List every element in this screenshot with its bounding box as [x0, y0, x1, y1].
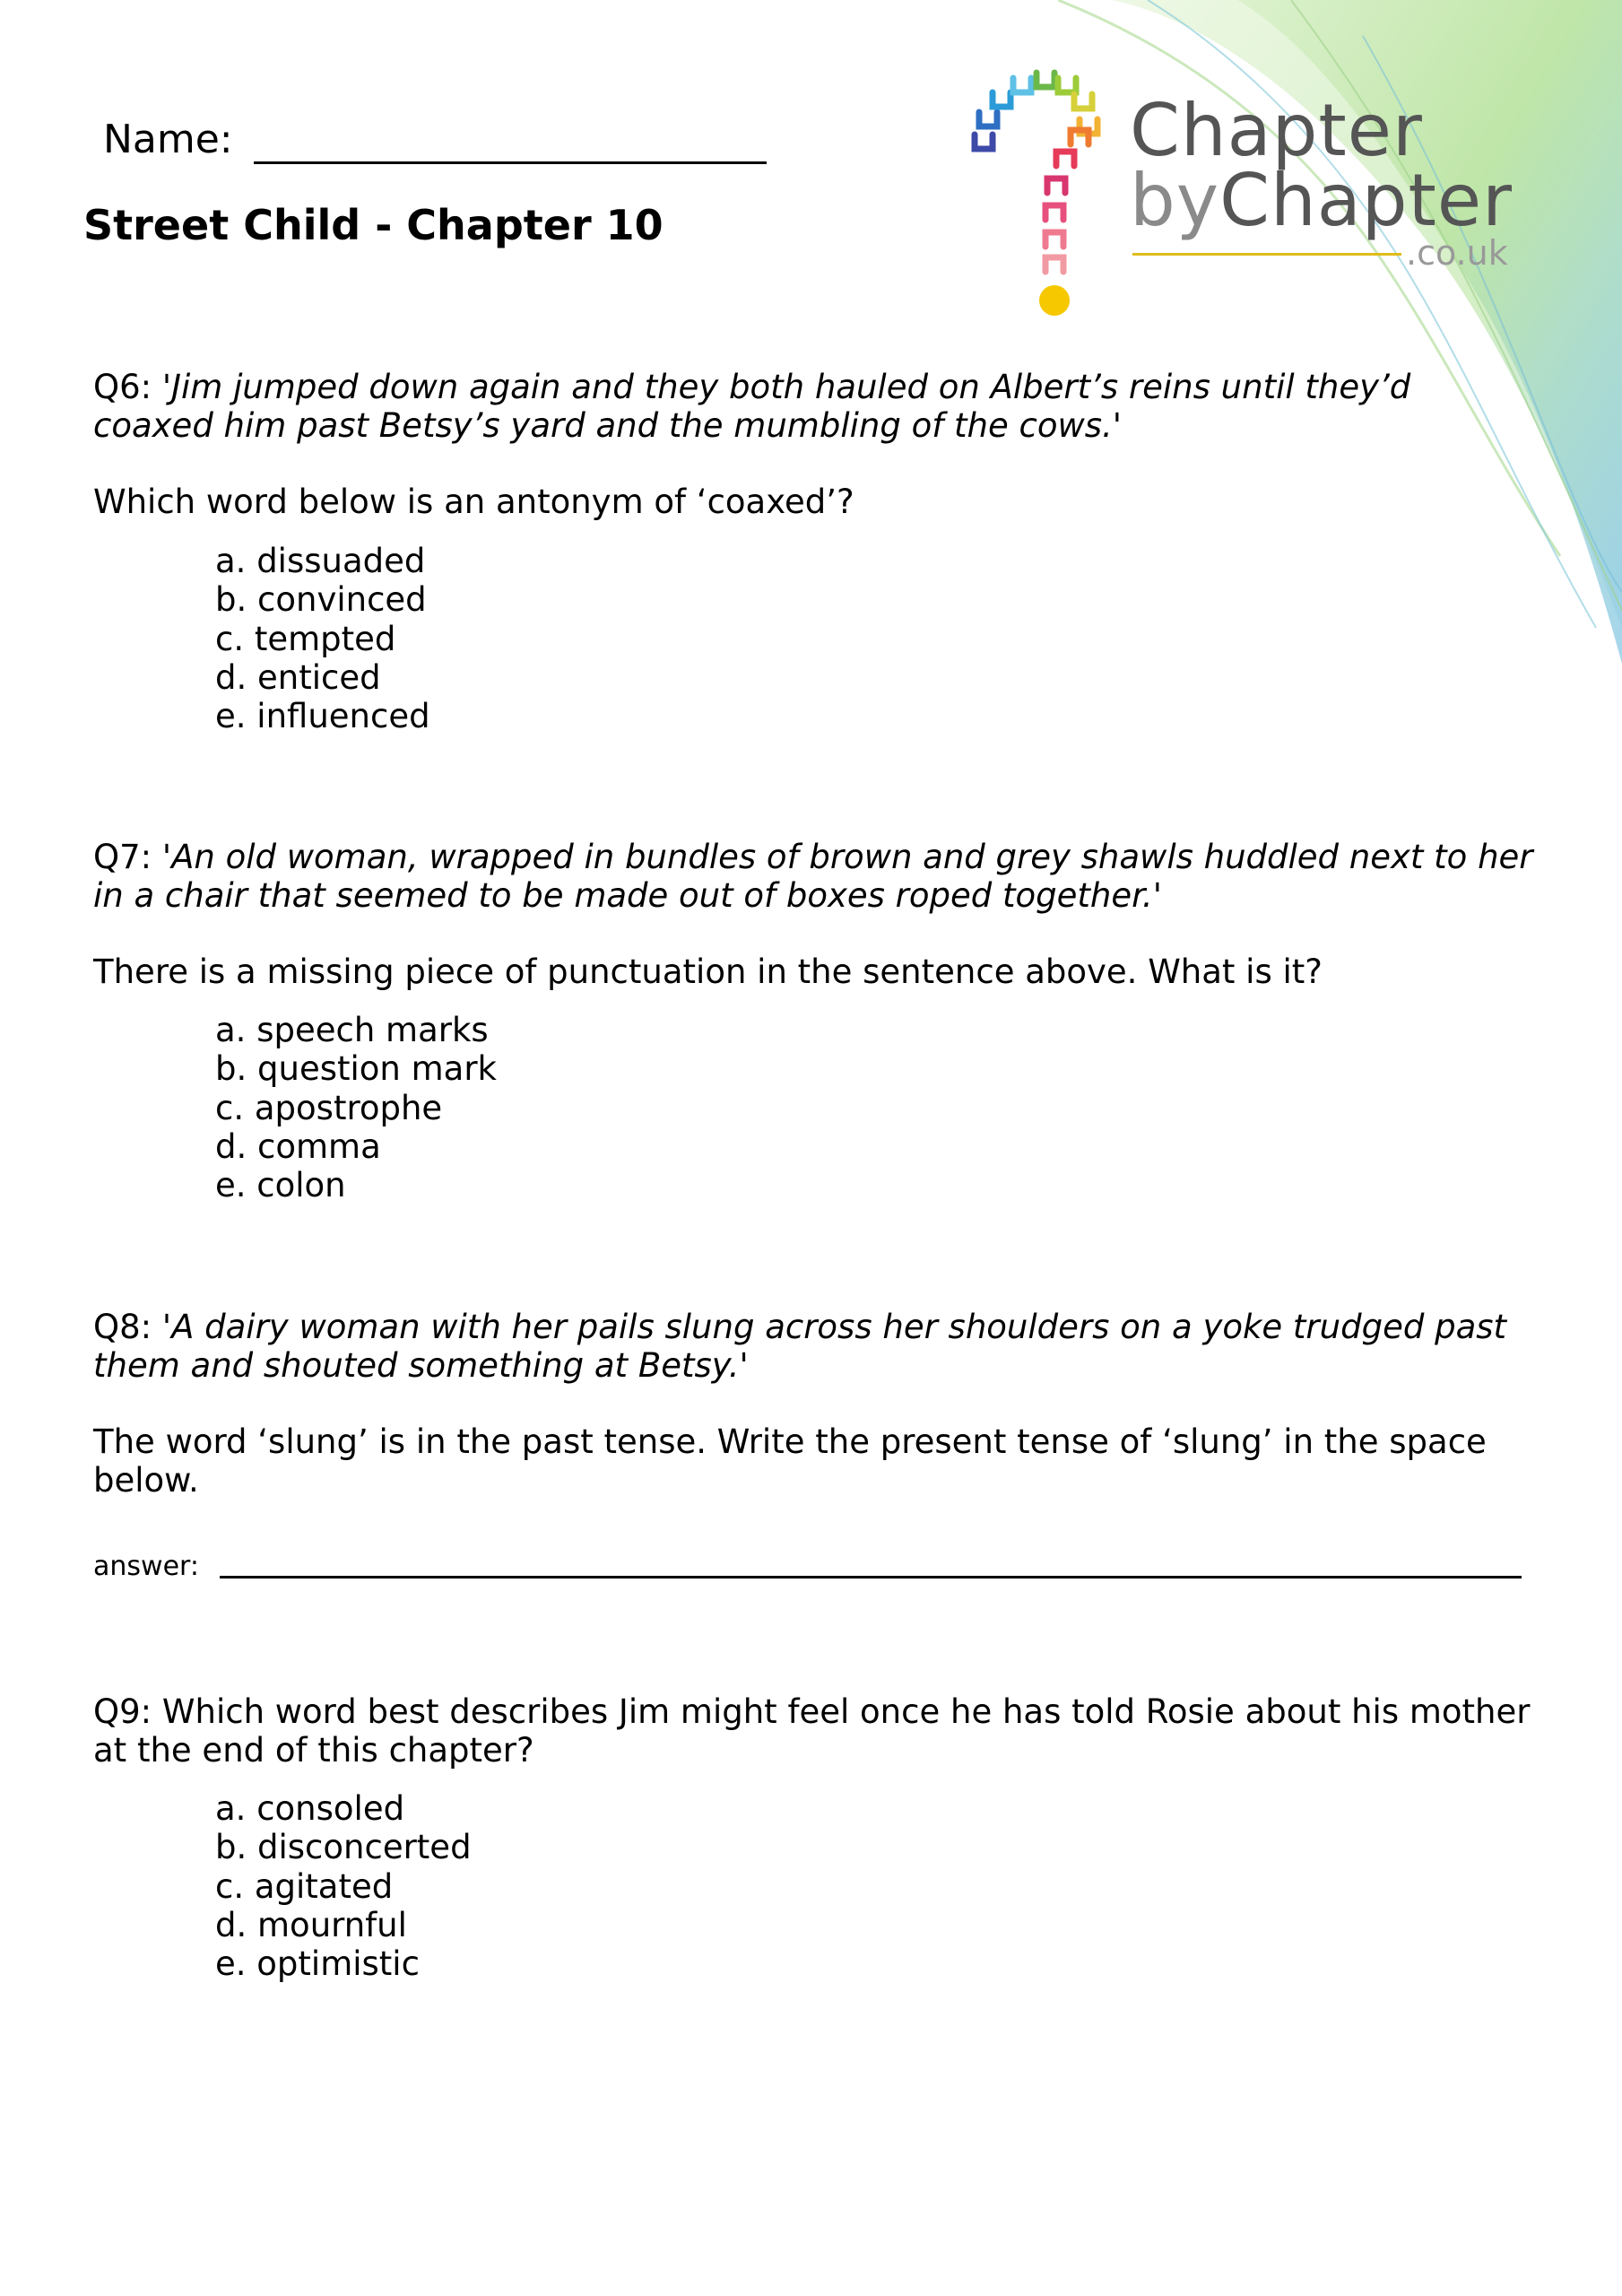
question-text: Which word best describes Jim might feel once he has told Rosie about his mother at the end of this chapter? [93, 1692, 1531, 1770]
option-c[interactable]: c. apostrophe [215, 1088, 443, 1127]
question-7-options [215, 1011, 497, 1205]
question-9 [93, 1692, 1537, 1770]
option-a[interactable]: a. dissuaded [215, 542, 426, 580]
question-quote: 'A dairy woman with her pails slung across her shoulders on a yoke trudged past them and shouted something at Betsy.' [93, 1308, 1507, 1385]
question-8 [93, 1308, 1537, 1385]
question-9-options [215, 1789, 472, 1983]
question-quote: 'An old woman, wrapped in bundles of brown and grey shawls huddled next to her in a chair that seemed to be made out of boxes roped together.' [93, 838, 1533, 915]
question-6-options [215, 542, 430, 735]
question-mark-books-logo-icon [959, 49, 1130, 318]
option-d[interactable]: d. comma [215, 1126, 381, 1166]
option-e[interactable]: e. optimistic [215, 1944, 420, 1984]
question-quote: 'Jim jumped down again and they both hauled on Albert’s reins until they’d coaxed him past Betsy’s yard and the mumbling of the cows.' [93, 368, 1411, 445]
question-6 [93, 368, 1537, 445]
question-6-prompt: Which word below is an antonym of ‘coaxed’? [93, 483, 854, 521]
question-7 [93, 838, 1537, 915]
logo-text-by: by [1130, 159, 1220, 242]
option-e[interactable]: e. colon [215, 1166, 346, 1205]
logo-text-line1: Chapter [1130, 89, 1423, 172]
question-7-prompt: There is a missing piece of punctuation in the sentence above. What is it? [93, 952, 1323, 991]
option-c[interactable]: c. tempted [215, 619, 396, 658]
question-number: Q9: [93, 1692, 152, 1731]
question-number: Q6: [93, 368, 152, 406]
option-d[interactable]: d. mournful [215, 1905, 407, 1944]
logo-text-chapter: Chapter [1219, 159, 1513, 242]
option-e[interactable]: e. influenced [215, 697, 430, 736]
option-b[interactable]: b. question mark [215, 1049, 497, 1089]
question-number: Q7: [93, 838, 152, 876]
question-8-prompt: The word ‘slung’ is in the past tense. Write the present tense of ‘slung’ in the space below. [93, 1422, 1487, 1500]
question-number: Q8: [93, 1308, 152, 1346]
option-d[interactable]: d. enticed [215, 657, 381, 697]
answer-label: answer: [93, 1551, 199, 1582]
answer-write-line[interactable] [220, 1576, 1522, 1578]
option-b[interactable]: b. convinced [215, 580, 427, 620]
logo-text-line2 [1130, 160, 1513, 242]
name-label: Name: [103, 117, 233, 162]
name-write-line[interactable] [254, 161, 767, 164]
logo-domain: .co.uk [1406, 233, 1508, 273]
option-b[interactable]: b. disconcerted [215, 1828, 472, 1867]
option-a[interactable]: a. speech marks [215, 1011, 489, 1049]
option-a[interactable]: a. consoled [215, 1789, 405, 1828]
worksheet-title: Street Child - Chapter 10 [83, 201, 664, 249]
option-c[interactable]: c. agitated [215, 1866, 394, 1906]
logo-underline [1132, 253, 1401, 256]
